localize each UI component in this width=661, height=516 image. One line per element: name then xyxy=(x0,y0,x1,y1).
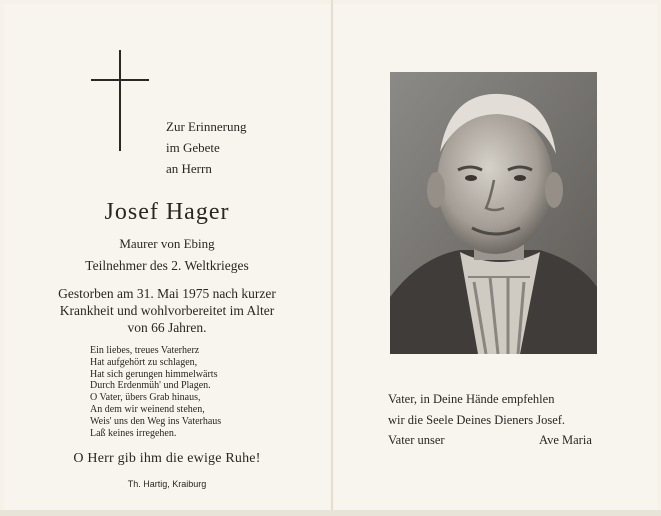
intro-line: Zur Erinnerung xyxy=(166,119,247,134)
poem-line: Hat sich gerungen himmelwärts xyxy=(90,368,218,380)
closing-prayer: O Herr gib ihm die ewige Ruhe! xyxy=(73,451,261,466)
intro-line: im Gebete xyxy=(166,140,220,155)
death-notice xyxy=(4,285,330,336)
poem-line: Durch Erdenmüh' und Plagen. xyxy=(90,380,211,392)
poem-line: Weis' uns den Weg ins Vaterhaus xyxy=(90,415,222,427)
poem xyxy=(90,345,221,439)
prayer-ave-maria: Ave Maria xyxy=(539,433,592,447)
portrait-photo xyxy=(390,72,597,354)
death-line: von 66 Jahren. xyxy=(127,320,207,335)
card-edge xyxy=(0,510,661,516)
verse-line: Vater, in Deine Hände empfehlen xyxy=(388,392,555,406)
intro-line: an Herrn xyxy=(166,161,212,176)
verse xyxy=(388,389,565,431)
occupation: Maurer von Ebing xyxy=(119,236,215,251)
poem-line: An dem wir weinend stehen, xyxy=(90,403,205,415)
death-line: Gestorben am 31. Mai 1975 nach kurzer xyxy=(58,286,276,301)
verse-line: wir die Seele Deines Dieners Josef. xyxy=(388,413,566,427)
poem-line: Laß keines irregehen. xyxy=(90,427,177,439)
death-line: Krankheit und wohlvorbereitet im Alter xyxy=(59,303,275,318)
poem-line: Ein liebes, treues Vaterherz xyxy=(90,345,200,356)
war-service: Teilnehmer des 2. Weltkrieges xyxy=(85,258,249,273)
deceased-name: Josef Hager xyxy=(104,199,230,225)
printer-credit: Th. Hartig, Kraiburg xyxy=(127,479,207,489)
prayer-vater-unser: Vater unser xyxy=(388,433,445,447)
fold-line xyxy=(331,0,333,516)
intro-text xyxy=(166,116,247,179)
poem-line: O Vater, übers Grab hinaus, xyxy=(90,392,201,404)
poem-line: Hat aufgehört zu schlagen, xyxy=(90,356,198,368)
